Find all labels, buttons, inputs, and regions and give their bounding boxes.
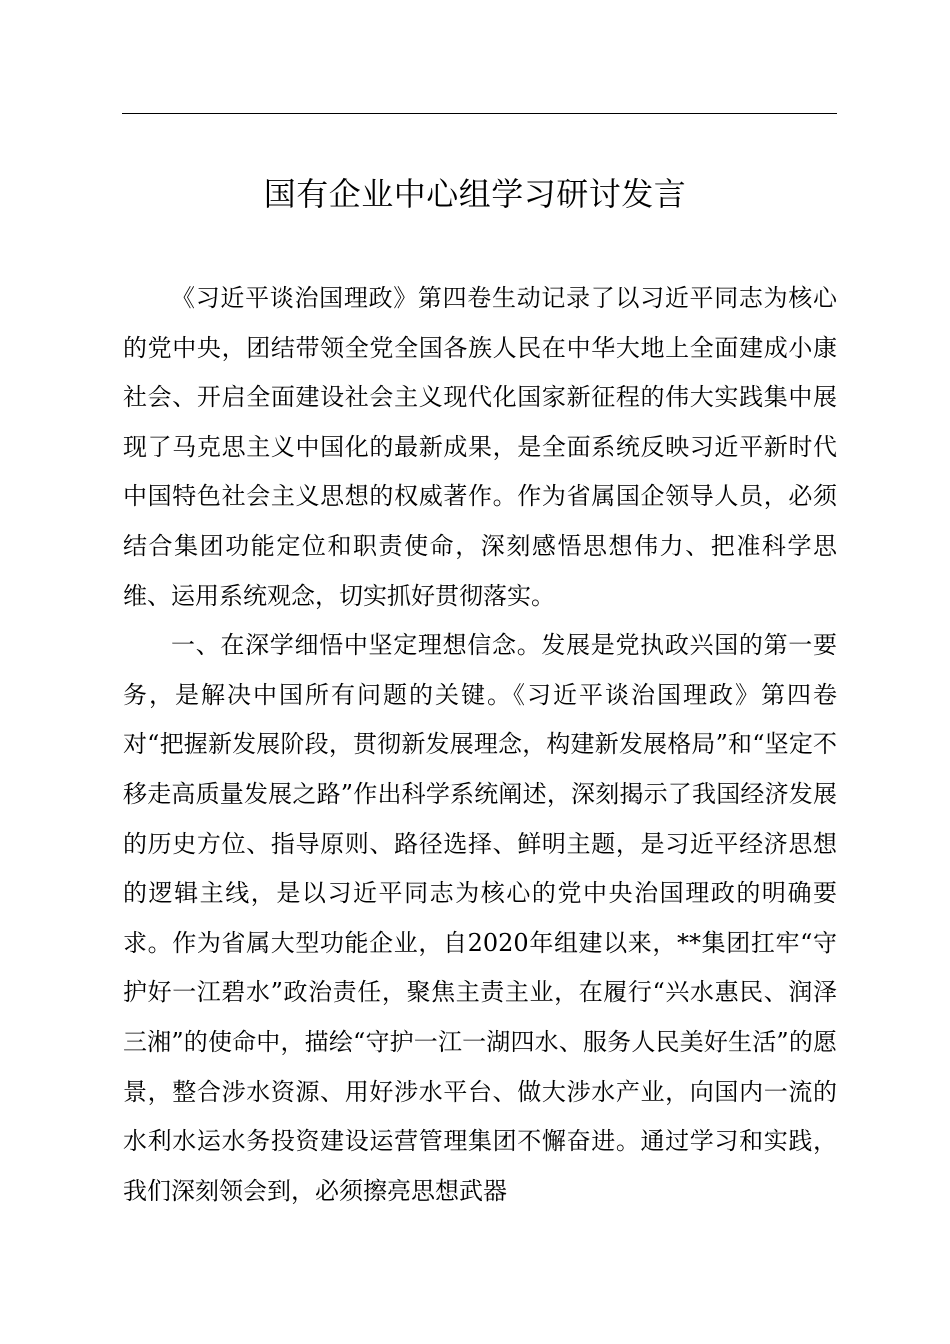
body-paragraph-section-1: 一、在深学细悟中坚定理想信念。发展是党执政兴国的第一要务，是解决中国所有问题的关键。《习近平谈治国理政》第四卷对“把握新发展阶段，贯彻新发展理念，构建新发展格局”和“坚定不移走高质量发展之路”作出科学系统阐述，深刻揭示了我国经济发展的历史方位、指导原则、路径选择、鲜明主题，是习近平经济思想的逻辑主线，是以习近平同志为核心的党中央治国理政的明确要求。作为省属大型功能企业，自2020年组建以来，**集团扛牢“守护好一江碧水”政治责任，聚焦主责主业，在履行“兴水惠民、润泽三湘”的使命中，描绘“守护一江一湖四水、服务人民美好生活”的愿景，整合涉水资源、用好涉水平台、做大涉水产业，向国内一流的水利水运水务投资建设运营管理集团不懈奋进。通过学习和实践，我们深刻领会到，必须擦亮思想武器 — [123, 631, 837, 1205]
document-body — [123, 274, 837, 1216]
body-paragraph-intro: 《习近平谈治国理政》第四卷生动记录了以习近平同志为核心的党中央，团结带领全党全国各族人民在中华大地上全面建成小康社会、开启全面建设社会主义现代化国家新征程的伟大实践集中展现了马克思主义中国化的最新成果，是全面系统反映习近平新时代中国特色社会主义思想的权威著作。作为省属国企领导人员，必须结合集团功能定位和职责使命，深刻感悟思想伟力、把准科学思维、运用系统观念，切实抓好贯彻落实。 — [123, 284, 837, 610]
header-rule — [122, 113, 837, 114]
document-title: 国有企业中心组学习研讨发言 — [263, 175, 687, 213]
